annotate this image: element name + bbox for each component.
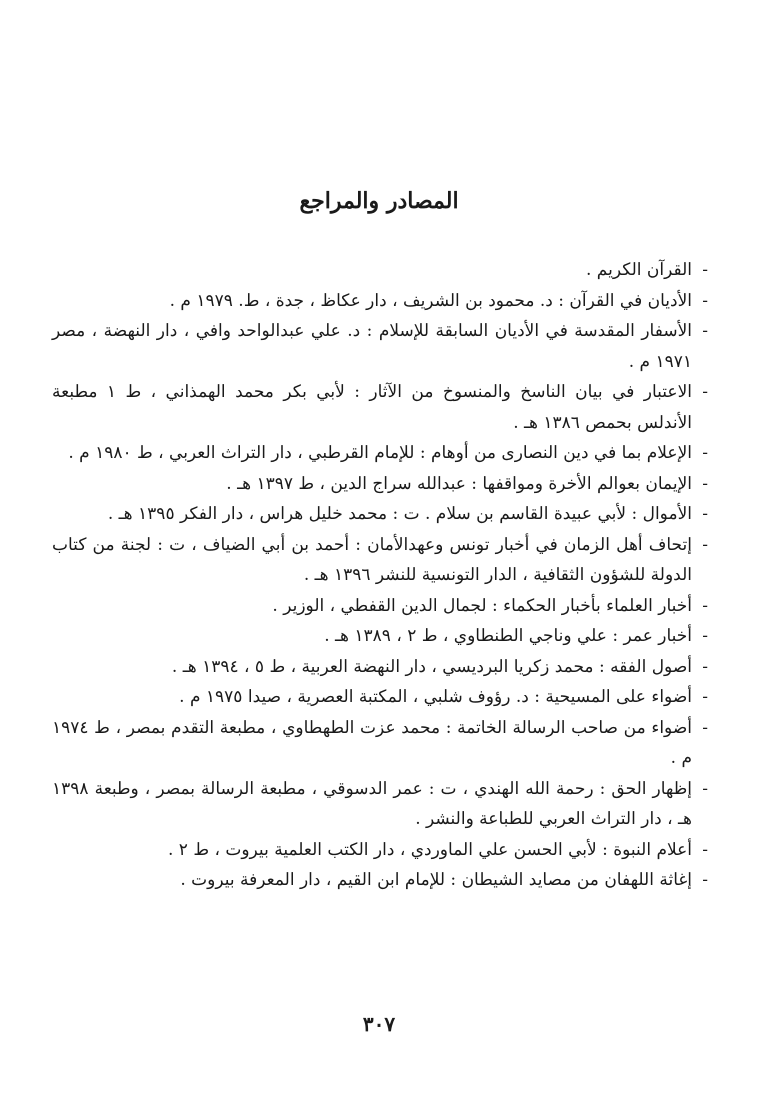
bibliography-entry <box>52 682 708 713</box>
bibliography-entry <box>52 255 708 286</box>
page-title: المصادر والمراجع <box>299 188 459 214</box>
bibliography-entry <box>52 774 708 835</box>
entry-text: القرآن الكريم . <box>585 260 692 280</box>
entry-text: أخبار عمر : علي وناجي الطنطاوي ، ط ٢ ، ١٣٨٩ هـ . <box>324 626 692 646</box>
bibliography-entry <box>52 530 708 591</box>
bibliography-entry <box>52 469 708 500</box>
bibliography-entry <box>52 713 708 774</box>
entry-dash: - <box>702 656 708 677</box>
entry-dash: - <box>702 717 708 738</box>
bibliography-entry <box>52 835 708 866</box>
bibliography-entry <box>52 591 708 622</box>
entry-dash: - <box>702 504 708 524</box>
entry-text: الأسفار المقدسة في الأديان السابقة للإسلام : د. علي عبدالواحد وافي ، دار النهضة ، مصر ١٩٧١ م . <box>52 321 692 372</box>
entry-text: إغاثة اللهفان من مصايد الشيطان : للإمام ابن القيم ، دار المعرفة بيروت . <box>180 870 692 890</box>
entry-text: أخبار العلماء بأخبار الحكماء : لجمال الدين القفطي ، الوزير . <box>272 595 692 616</box>
entry-dash: - <box>702 473 708 494</box>
entry-text: الإعلام بما في دين النصارى من أوهام : للإمام القرطبي ، دار التراث العربي ، ط ١٩٨٠ م . <box>68 443 692 463</box>
bibliography-entry <box>52 499 708 530</box>
entry-text: الأديان في القرآن : د. محمود بن الشريف ، دار عكاظ ، جدة ، ط. ١٩٧٩ م . <box>169 290 692 311</box>
entry-text: الإيمان بعوالم الأخرة ومواقفها : عبدالله سراج الدين ، ط ١٣٩٧ هـ . <box>226 473 692 494</box>
entry-text: أضواء من صاحب الرسالة الخاتمة : محمد عزت الطهطاوي ، مطبعة التقدم بمصر ، ط ١٩٧٤ م . <box>52 717 692 768</box>
entry-dash: - <box>702 382 708 402</box>
entry-dash: - <box>702 443 708 463</box>
bibliography-entry <box>52 316 708 377</box>
bibliography-list <box>52 255 708 896</box>
entry-dash: - <box>702 534 708 555</box>
entry-text: أعلام النبوة : لأبي الحسن علي الماوردي ، دار الكتب العلمية بيروت ، ط ٢ . <box>167 839 692 860</box>
entry-dash: - <box>702 870 708 890</box>
bibliography-entry <box>52 286 708 317</box>
entry-dash: - <box>702 595 708 616</box>
entry-dash: - <box>702 290 708 311</box>
entry-dash: - <box>702 260 708 280</box>
page-number: ٣٠٧ <box>362 1012 396 1036</box>
entry-dash: - <box>702 687 708 707</box>
entry-dash: - <box>702 778 708 799</box>
entry-text: أضواء على المسيحية : د. رؤوف شلبي ، المكتبة العصرية ، صيدا ١٩٧٥ م . <box>179 687 692 707</box>
entry-text: الأموال : لأبي عبيدة القاسم بن سلام . ت : محمد خليل هراس ، دار الفكر ١٣٩٥ هـ . <box>107 504 692 524</box>
entry-text: أصول الفقه : محمد زكريا البرديسي ، دار النهضة العربية ، ط ٥ ، ١٣٩٤ هـ . <box>171 656 692 677</box>
bibliography-entry <box>52 438 708 469</box>
entry-text: إتحاف أهل الزمان في أخبار تونس وعهدالأمان : أحمد بن أبي الضياف ، ت : لجنة من كتاب الدولة للشؤون الثقافية ، الدار التونسية للنشر ١٣٩٦ هـ . <box>52 534 692 585</box>
entry-dash: - <box>702 839 708 860</box>
bibliography-entry <box>52 621 708 652</box>
bibliography-entry <box>52 865 708 896</box>
entry-dash: - <box>702 626 708 646</box>
entry-text: الاعتبار في بيان الناسخ والمنسوخ من الآثار : لأبي بكر محمد الهمذاني ، ط ١ مطبعة الأندلس بحمص ١٣٨٦ هـ . <box>52 382 692 433</box>
bibliography-entry <box>52 652 708 683</box>
bibliography-entry <box>52 377 708 438</box>
entry-dash: - <box>702 321 708 341</box>
entry-text: إظهار الحق : رحمة الله الهندي ، ت : عمر الدسوقي ، مطبعة الرسالة بمصر ، وطبعة ١٣٩٨ هـ ، دار التراث العربي للطباعة والنشر . <box>52 778 692 829</box>
